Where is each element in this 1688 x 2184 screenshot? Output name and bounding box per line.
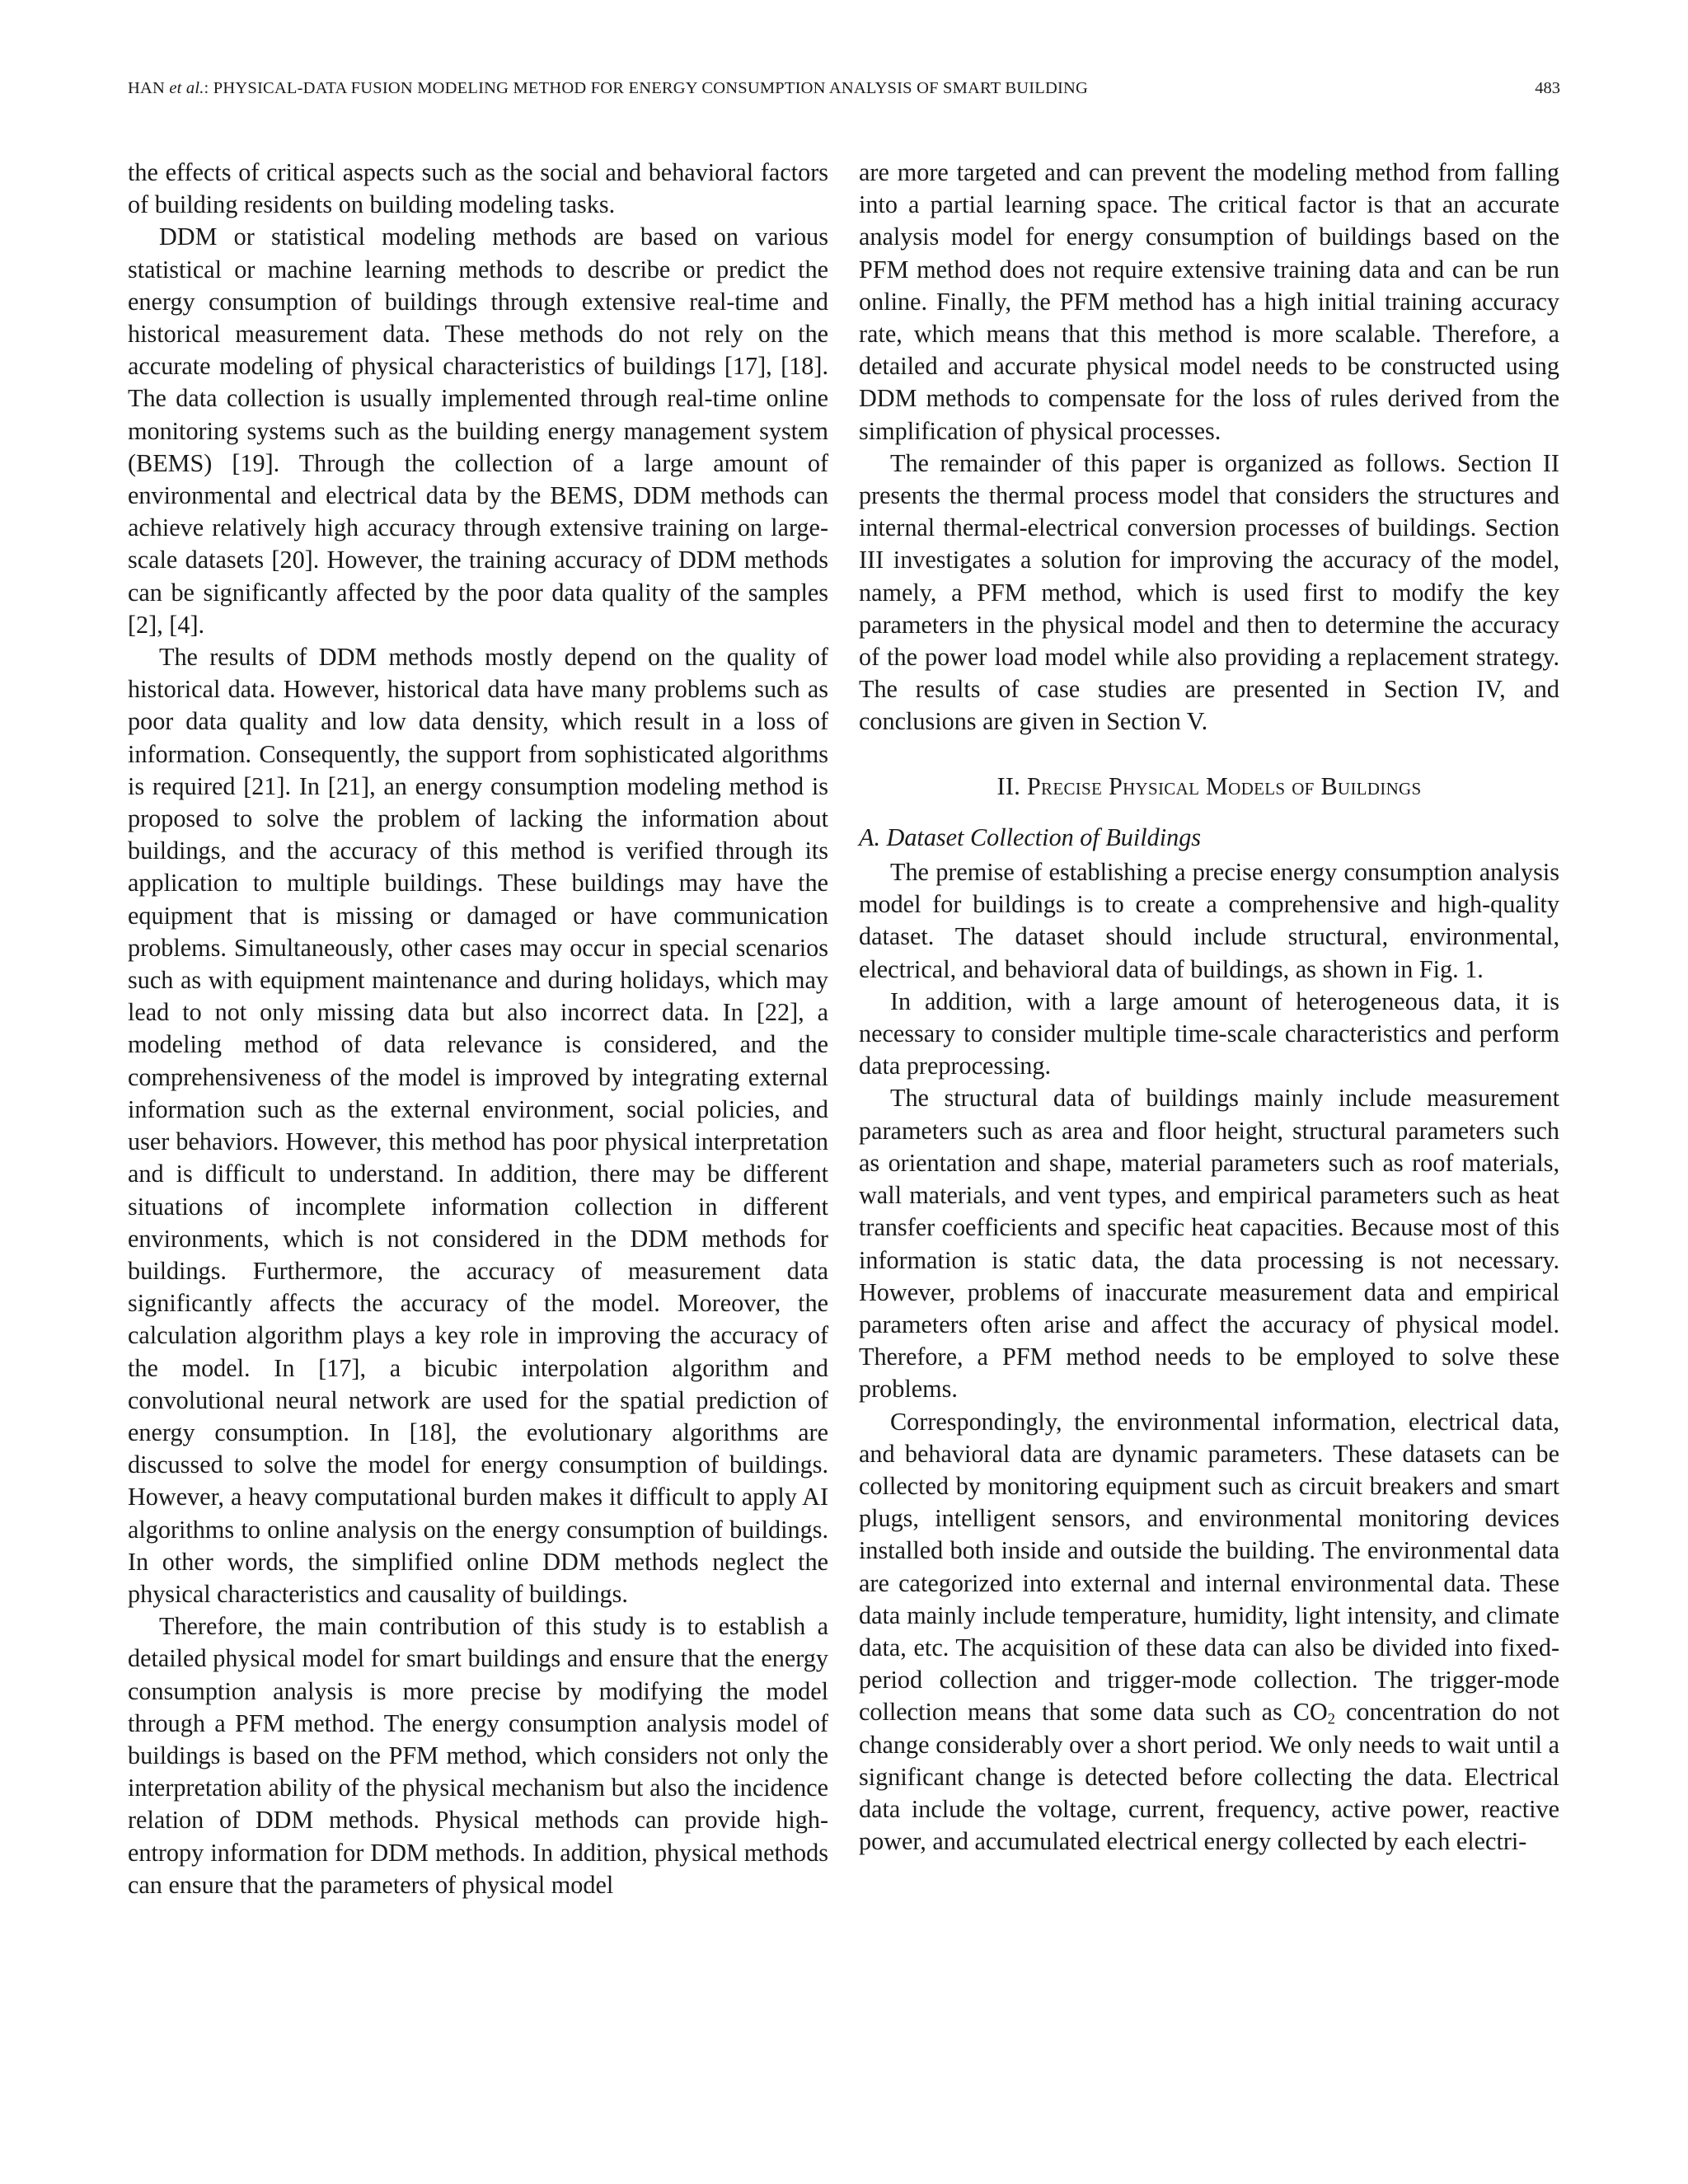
- paragraph: The results of DDM methods mostly depend on the quality of historical data. However, historical data have many problems such as poor data quality and low data density, which result in a loss of information. Consequently, the support from sophisticated algorithms is required [21]. In [21], an energy consumption modeling method is proposed to solve the problem of lacking the information about buildings, and the accuracy of this method is verified through its application to multiple buildings. These buildings may have the equipment that is missing or damaged or have communication problems. Simultaneously, other cases may occur in special scenarios such as with equipment maintenance and during holidays, which may lead to not only missing data but also incorrect data. In [22], a modeling method of data relevance is considered, and the comprehensiveness of the model is improved by integrating external information such as the external environment, social policies, and user behaviors. However, this method has poor physical interpretation and is difficult to understand. In addition, there may be different situations of incomplete information collection in different environments, which is not considered in the DDM methods for buildings. Furthermore, the accuracy of measurement data significantly affects the accuracy of the model. Moreover, the calculation algorithm plays a key role in improving the accuracy of the model. In [17], a bicubic interpolation algorithm and convolutional neural network are used for the spatial prediction of energy consumption. In [18], the evolutionary algorithms are discussed to solve the model for energy consumption of buildings. However, a heavy computational burden makes it difficult to apply AI algorithms to online analysis on the energy consumption of buildings. In other words, the simplified online DDM methods neglect the physical characteristics and causality of buildings.: [128, 643, 828, 1608]
- paragraph: Therefore, the main contribution of this study is to establish a detailed physical model for smart buildings and ensure that the energy consumption analysis is more precise by modifying the model through a PFM method. The energy consumption analysis model of buildings is based on the PFM method, which considers not only the interpretation ability of the physical mechanism but also the incidence relation of DDM methods. Physical methods can provide high-entropy information for DDM methods. In addition, physical methods can ensure that the parameters of physical model: [128, 1612, 828, 1899]
- running-title-etal: et al.: [169, 79, 204, 97]
- running-title-text: : PHYSICAL-DATA FUSION MODELING METHOD FOR ENERGY CONSUMPTION ANALYSIS OF SMART BUILDING: [204, 79, 1089, 97]
- paragraph: are more targeted and can prevent the modeling method from falling into a partial learning space. The critical factor is that an accurate analysis model for energy consumption of buildings based on the PFM method does not require extensive training data and can be run online. Finally, the PFM method has a high initial training accuracy rate, which means that this method is more scalable. Therefore, a detailed and accurate physical model needs to be constructed using DDM methods to compensate for the loss of rules derived from the simplification of physical processes.: [859, 158, 1559, 445]
- paragraph-text: concentration do not change considerably over a short period. We only needs to wait until a significant change is detected before collecting the data. Electrical data include the voltage, current, frequency, active power, reactive power, and accumulated electrical energy collected by each electri-: [859, 1698, 1559, 1856]
- section-heading: [859, 771, 1559, 803]
- co2-subscript: 2: [1327, 1711, 1336, 1729]
- right-column: [859, 157, 1559, 1858]
- paragraph: The structural data of buildings mainly include measurement parameters such as area and floor height, structural parameters such as orientation and shape, material parameters such as roof materials, wall materials, and vent types, and empirical parameters such as heat transfer coefficients and specific heat capacities. Because most of this information is static data, the data processing is not necessary. However, problems of inaccurate measurement data and empirical parameters often arise and affect the accuracy of physical model. Therefore, a PFM method needs to be employed to solve these problems.: [859, 1084, 1559, 1404]
- paragraph-text: Correspondingly, the environmental information, electrical data, and behavioral data are dynamic parameters. These datasets can be collected by monitoring equipment such as circuit breakers and smart plugs, intelligent sensors, and environmental monitoring devices installed both inside and outside the building. The environmental data are categorized into external and internal environmental data. These data mainly include temperature, humidity, light intensity, and climate data, etc. The acquisition of these data can also be divided into fixed-period collection and trigger-mode collection. The trigger-mode collection means that some data such as: [859, 1407, 1559, 1727]
- running-title-authors: HAN: [128, 79, 170, 97]
- running-title: [128, 79, 1088, 98]
- paragraph: DDM or statistical modeling methods are based on various statistical or machine learning methods to describe or predict the energy consumption of buildings through extensive real-time and historical measurement data. These methods do not rely on the accurate modeling of physical characteristics of buildings [17], [18]. The data collection is usually implemented through real-time online monitoring systems such as the building energy management system (BEMS) [19]. Through the collection of a large amount of environmental and electrical data by the BEMS, DDM methods can achieve relatively high accuracy through extensive training on large-scale datasets [20]. However, the training accuracy of DDM methods can be significantly affected by the poor data quality of the samples [2], [4].: [128, 223, 828, 639]
- paragraph: The premise of establishing a precise energy consumption analysis model for buildings is to create a comprehensive and high-quality dataset. The dataset should include structural, environmental, electrical, and behavioral data of buildings, as shown in Fig. 1.: [859, 858, 1559, 983]
- section-title: Precise Physical Models of Buildings: [1026, 771, 1422, 800]
- paragraph: In addition, with a large amount of heterogeneous data, it is necessary to consider multiple time-scale characteristics and perform data preprocessing.: [859, 987, 1559, 1080]
- section-number: II.: [996, 771, 1021, 800]
- paragraph: The remainder of this paper is organized as follows. Section II presents the thermal process model that considers the structures and internal thermal-electrical conversion processes of buildings. Section III investigates a solution for improving the accuracy of the model, namely, a PFM method, which is used first to modify the key parameters in the physical model and then to determine the accuracy of the power load model while also providing a replacement strategy. The results of case studies are presented in Section IV, and conclusions are given in Section V.: [859, 448, 1559, 736]
- paragraph: [859, 1406, 1559, 1858]
- page-number: 483: [1535, 79, 1560, 97]
- paragraph: the effects of critical aspects such as the social and behavioral factors of building residents on building modeling tasks.: [128, 158, 828, 219]
- co2-main: CO: [1292, 1698, 1328, 1727]
- page-header: [128, 79, 1560, 104]
- left-column: [128, 157, 828, 1901]
- subsection-heading: A. Dataset Collection of Buildings: [859, 823, 1202, 851]
- co2-formula: [1292, 1698, 1336, 1729]
